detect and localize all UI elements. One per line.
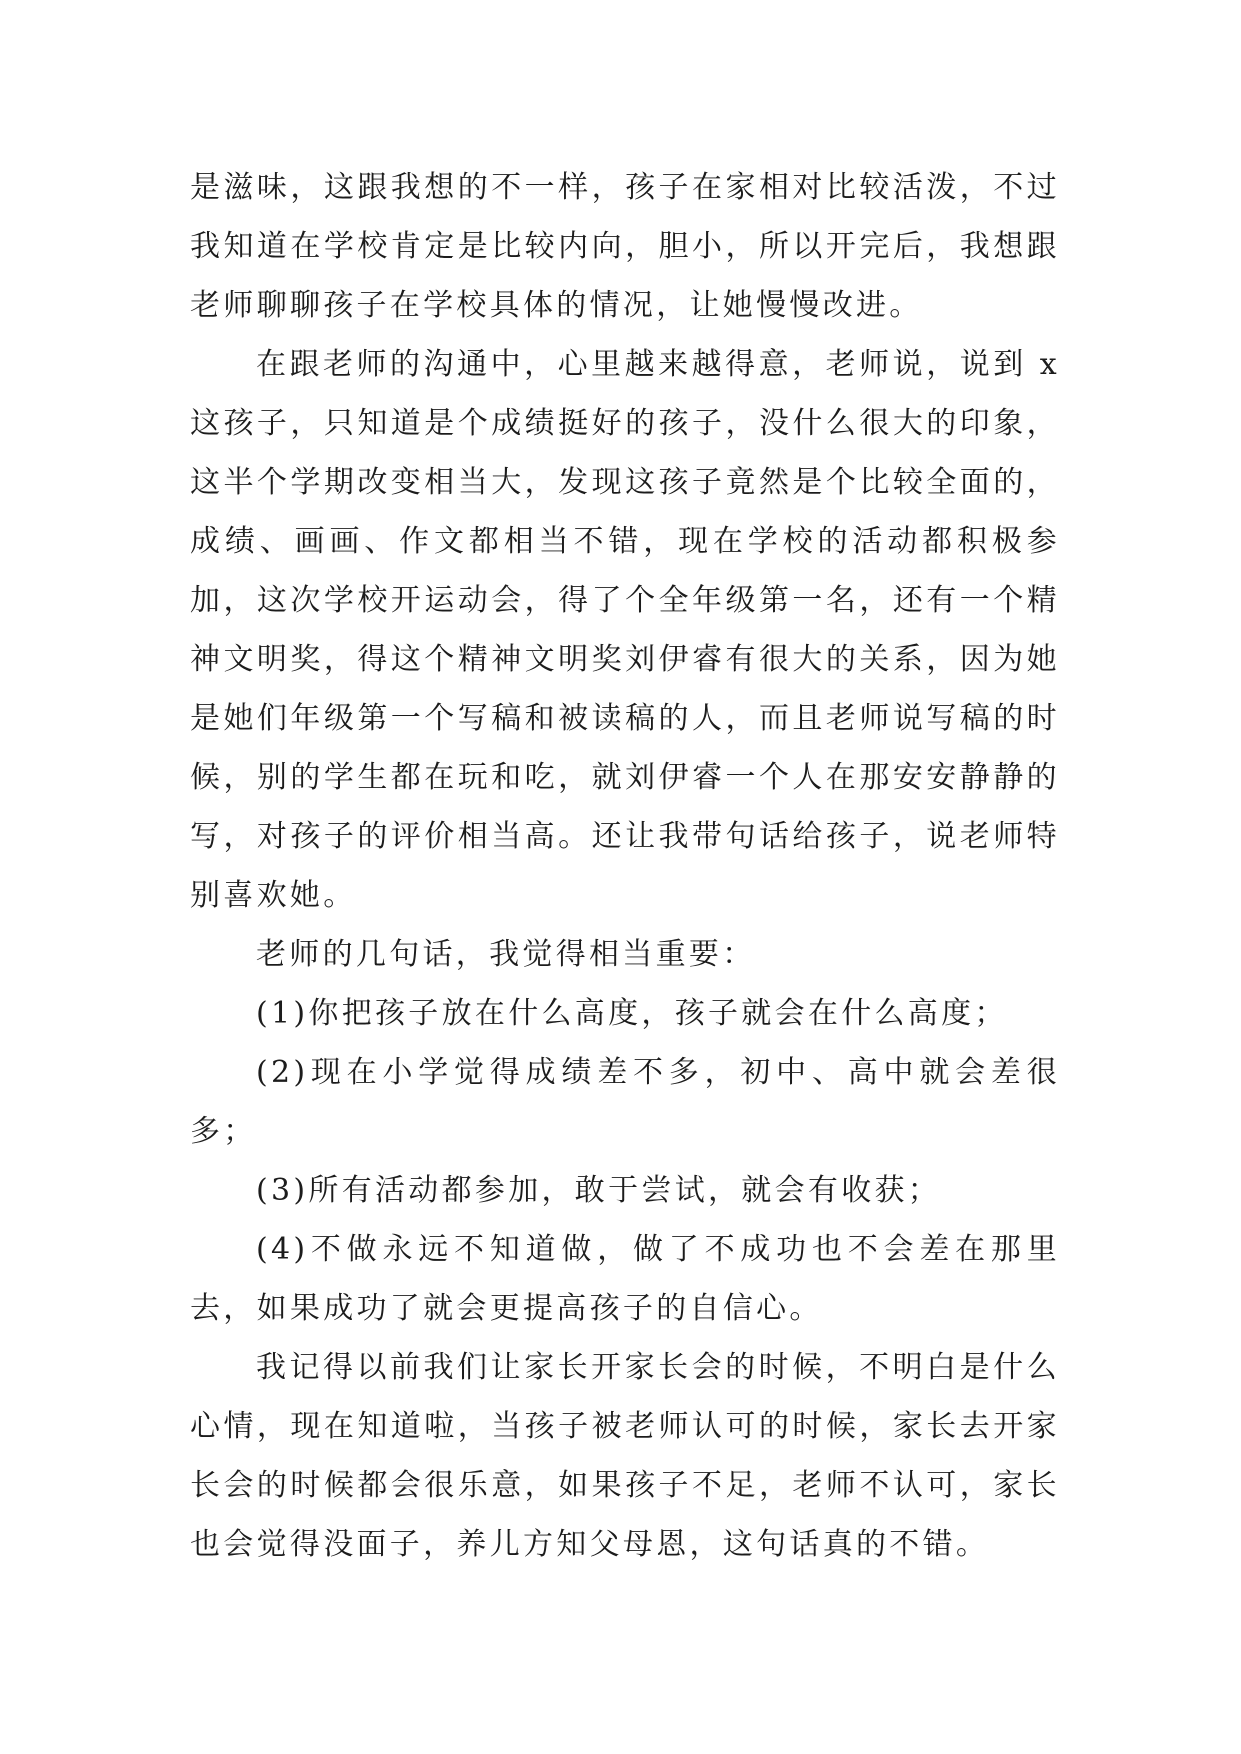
- list-item-point-1: (1)你把孩子放在什么高度，孩子就会在什么高度；: [256, 996, 1008, 1031]
- document-body: [190, 158, 1060, 1574]
- paragraph-continued: 是滋味，这跟我想的不一样，孩子在家相对比较活泼，不过我知道在学校肯定是比较内向，胆小，所以开完后，我想跟老师聊聊孩子在学校具体的情况，让她慢慢改进。: [190, 170, 1060, 323]
- paragraph-teacher-conversation: 在跟老师的沟通中，心里越来越得意，老师说，说到 x 这孩子，只知道是个成绩挺好的孩子，没什么很大的印象，这半个学期改变相当大，发现这孩子竟然是个比较全面的，成绩、画画、作文都相当不错，现在学校的活动都积极参加，这次学校开运动会，得了个全年级第一名，还有一个精神文明奖，得这个精神文明奖刘伊睿有很大的关系，因为她是她们年级第一个写稿和被读稿的人，而且老师说写稿的时候，别的学生都在玩和吃，就刘伊睿一个人在那安安静静的写，对孩子的评价相当高。还让我带句话给孩子，说老师特别喜欢她。: [190, 347, 1060, 913]
- list-item-point-3: (3)所有活动都参加，敢于尝试，就会有收获；: [256, 1173, 942, 1208]
- list-item-point-4: (4)不做永远不知道做，做了不成功也不会差在那里去，如果成功了就会更提高孩子的自信心。: [190, 1232, 1060, 1326]
- paragraph-conclusion: 我记得以前我们让家长开家长会的时候，不明白是什么心情，现在知道啦，当孩子被老师认可的时候，家长去开家长会的时候都会很乐意，如果孩子不足，老师不认可，家长也会觉得没面子，养儿方知父母恩，这句话真的不错。: [190, 1350, 1060, 1562]
- paragraph-teacher-points-intro: 老师的几句话，我觉得相当重要：: [256, 937, 756, 972]
- list-item-point-2: (2)现在小学觉得成绩差不多，初中、高中就会差很多；: [190, 1055, 1060, 1149]
